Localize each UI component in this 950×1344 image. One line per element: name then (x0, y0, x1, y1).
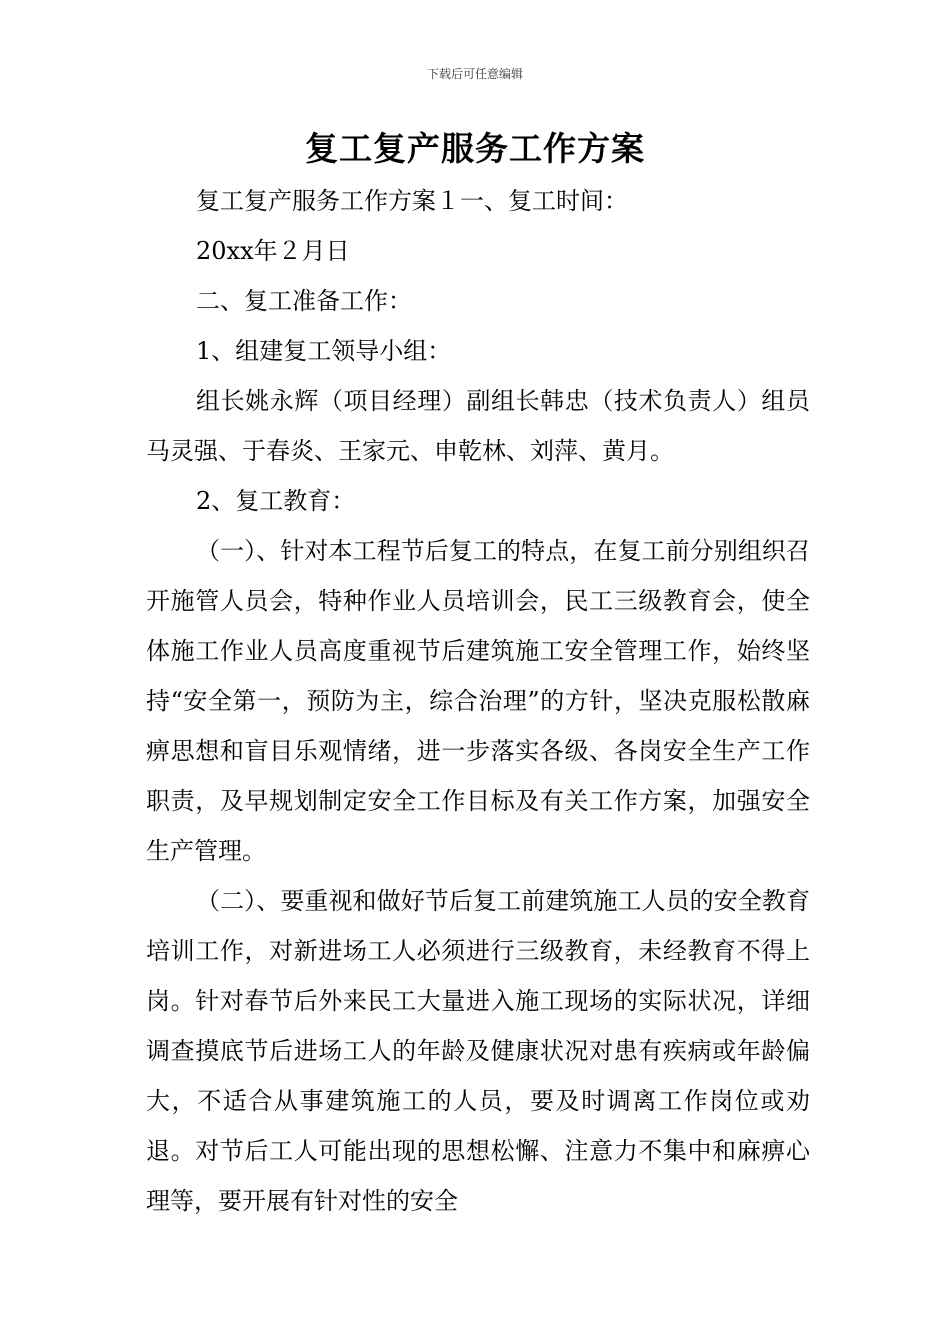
header-note: 下载后可任意编辑 (426, 67, 523, 81)
paragraph-sub-one: （一）、针对本工程节后复工的特点，在复工前分别组织召开施管人员会，特种作业人员培训会，民工三级教育会，使全体施工作业人员高度重视节后建筑施工安全管理工作，始终坚持“安全第一，预防为主，综合治理”的方针，坚决克服松散麻痹思想和盲目乐观情绪，进一步落实各级、各岗安全生产工作职责，及早规划制定安全工作目标及有关工作方案，加强安全生产管理。 (146, 537, 810, 865)
document-body (146, 176, 810, 1226)
paragraph-intro: 复工复产服务工作方案１一、复工时间： (196, 187, 628, 215)
paragraph-item-one: 1、组建复工领导小组： (196, 337, 452, 365)
paragraph-sub-two: （二）、要重视和做好节后复工前建筑施工人员的安全教育培训工作，对新进场工人必须进行三级教育，未经教育不得上岗。针对春节后外来民工大量进入施工现场的实际状况，详细调查摸底节后进场工人的年龄及健康状况对患有疾病或年龄偏大，不适合从事建筑施工的人员，要及时调离工作岗位或劝退。对节后工人可能出现的思想松懈、注意力不集中和麻痹心理等，要开展有针对性的安全 (146, 887, 810, 1215)
paragraph-date: 20xx年２月日 (196, 237, 350, 265)
paragraph-section-two: 二、复工准备工作： (196, 287, 412, 315)
paragraph-leaders: 组长姚永辉（项目经理）副组长韩忠（技术负责人）组员马灵强、于春炎、王家元、申乾林、刘萍、黄月。 (146, 387, 810, 465)
page-title: 复工复产服务工作方案 (305, 129, 645, 168)
paragraph-item-two: 2、复工教育： (196, 487, 356, 515)
